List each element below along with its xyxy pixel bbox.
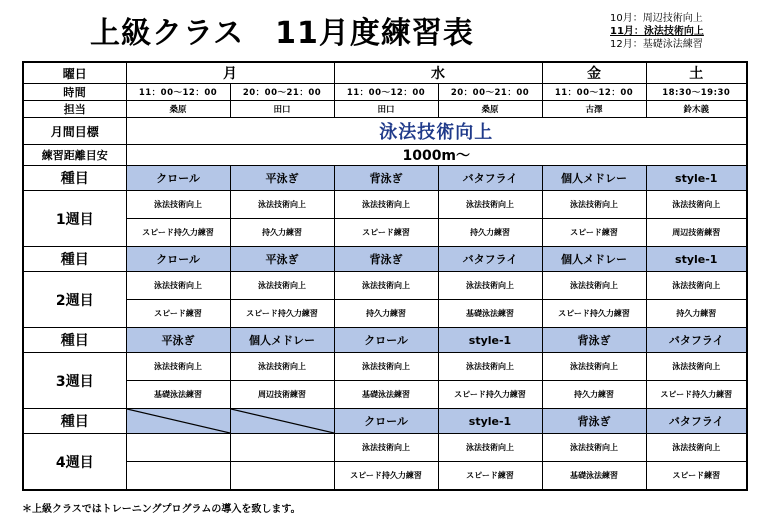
practice-cell: 泳法技術向上 — [230, 353, 334, 381]
diagonal-strike — [231, 409, 334, 433]
practice-cell: スピード持久力練習 — [334, 462, 438, 491]
practice-cell: 泳法技術向上 — [230, 191, 334, 219]
practice-cell: 基礎泳法練習 — [438, 300, 542, 328]
day-label: 曜日 — [23, 62, 126, 84]
event-cell: 個人メドレー — [542, 247, 646, 272]
event-cell: バタフライ — [438, 247, 542, 272]
day-saturday: 土 — [646, 62, 747, 84]
no-practice-cell — [230, 409, 334, 434]
practice-cell: 泳法技術向上 — [126, 191, 230, 219]
practice-cell: 泳法技術向上 — [542, 191, 646, 219]
week-label: 3週目 — [23, 353, 126, 409]
practice-cell: 泳法技術向上 — [646, 353, 747, 381]
practice-cell: スピード練習 — [646, 462, 747, 491]
event-cell: バタフライ — [646, 328, 747, 353]
event-cell: クロール — [126, 247, 230, 272]
practice-cell: 泳法技術向上 — [126, 272, 230, 300]
practice-cell: スピード持久力練習 — [230, 300, 334, 328]
practice-cell: スピード持久力練習 — [646, 381, 747, 409]
tanto-cell: 桑原 — [126, 101, 230, 118]
practice-cell: 持久力練習 — [438, 219, 542, 247]
event-cell: 平泳ぎ — [126, 328, 230, 353]
tanto-cell: 田口 — [334, 101, 438, 118]
practice-cell: 基礎泳法練習 — [334, 381, 438, 409]
footnote: ＊上級クラスではトレーニングプログラムの導入を致します。 — [22, 504, 301, 515]
practice-cell: 持久力練習 — [646, 300, 747, 328]
event-label: 種目 — [23, 409, 126, 434]
practice-cell: スピード持久力練習 — [126, 219, 230, 247]
practice-cell: 泳法技術向上 — [334, 191, 438, 219]
practice-cell — [230, 434, 334, 462]
distance-label: 練習距離目安 — [23, 145, 126, 166]
tanto-cell: 古澤 — [542, 101, 646, 118]
tanto-cell: 桑原 — [438, 101, 542, 118]
day-wednesday: 水 — [334, 62, 542, 84]
event-cell: style-1 — [438, 409, 542, 434]
time-cell: 11：00～12：00 — [334, 84, 438, 101]
time-cell: 18:30～19:30 — [646, 84, 747, 101]
practice-cell: スピード練習 — [438, 462, 542, 491]
event-cell: バタフライ — [646, 409, 747, 434]
legend-october: 10月：周辺技術向上 — [610, 13, 703, 24]
event-cell: 個人メドレー — [542, 166, 646, 191]
legend-november: 11月：泳法技術向上 — [610, 26, 704, 37]
practice-cell: 持久力練習 — [230, 219, 334, 247]
week-label: 2週目 — [23, 272, 126, 328]
event-cell: 平泳ぎ — [230, 247, 334, 272]
event-cell: 背泳ぎ — [542, 328, 646, 353]
practice-cell: 泳法技術向上 — [646, 434, 747, 462]
event-row — [23, 328, 747, 353]
event-cell: バタフライ — [438, 166, 542, 191]
event-row — [23, 409, 747, 434]
event-cell: style-1 — [438, 328, 542, 353]
page-title: 上級クラス 11月度練習表 — [90, 16, 474, 51]
practice-cell: 泳法技術向上 — [230, 272, 334, 300]
practice-cell: スピード練習 — [542, 219, 646, 247]
time-cell: 20：00～21：00 — [438, 84, 542, 101]
event-label: 種目 — [23, 247, 126, 272]
tanto-cell: 鈴木義 — [646, 101, 747, 118]
practice-cell: 泳法技術向上 — [438, 272, 542, 300]
no-practice-cell — [126, 409, 230, 434]
event-row — [23, 166, 747, 191]
tanto-label: 担当 — [23, 101, 126, 118]
time-cell: 20：00～21：00 — [230, 84, 334, 101]
practice-row — [23, 434, 747, 462]
event-cell: style-1 — [646, 166, 747, 191]
monthly-theme-legend — [610, 12, 704, 51]
day-monday: 月 — [126, 62, 334, 84]
practice-cell: 周辺技術練習 — [646, 219, 747, 247]
practice-row — [23, 272, 747, 300]
event-row — [23, 247, 747, 272]
tanto-row — [23, 101, 747, 118]
event-cell: 個人メドレー — [230, 328, 334, 353]
event-cell: クロール — [334, 409, 438, 434]
day-friday: 金 — [542, 62, 646, 84]
monthly-goal-label: 月間目標 — [23, 118, 126, 145]
practice-cell: 泳法技術向上 — [542, 272, 646, 300]
event-cell: 平泳ぎ — [230, 166, 334, 191]
time-cell: 11：00～12：00 — [542, 84, 646, 101]
legend-december: 12月：基礎泳法練習 — [610, 39, 703, 50]
tanto-cell: 田口 — [230, 101, 334, 118]
practice-cell: 泳法技術向上 — [334, 353, 438, 381]
event-cell: 背泳ぎ — [334, 247, 438, 272]
event-cell: クロール — [126, 166, 230, 191]
practice-row — [23, 300, 747, 328]
practice-cell: 基礎泳法練習 — [126, 381, 230, 409]
event-cell: style-1 — [646, 247, 747, 272]
distance-row — [23, 145, 747, 166]
practice-cell: 持久力練習 — [334, 300, 438, 328]
event-cell: 背泳ぎ — [334, 166, 438, 191]
practice-cell: 泳法技術向上 — [646, 272, 747, 300]
event-cell: クロール — [334, 328, 438, 353]
practice-cell: 泳法技術向上 — [334, 434, 438, 462]
day-row — [23, 62, 747, 84]
event-label: 種目 — [23, 166, 126, 191]
week-label: 1週目 — [23, 191, 126, 247]
practice-cell — [126, 434, 230, 462]
practice-cell: 泳法技術向上 — [646, 191, 747, 219]
practice-row — [23, 381, 747, 409]
practice-cell: 持久力練習 — [542, 381, 646, 409]
practice-cell: スピード練習 — [126, 300, 230, 328]
practice-cell — [230, 462, 334, 491]
practice-cell: 基礎泳法練習 — [542, 462, 646, 491]
practice-cell: 泳法技術向上 — [438, 434, 542, 462]
monthly-goal-row — [23, 118, 747, 145]
week-label: 4週目 — [23, 434, 126, 491]
event-cell: 背泳ぎ — [542, 409, 646, 434]
event-label: 種目 — [23, 328, 126, 353]
time-row — [23, 84, 747, 101]
practice-cell — [126, 462, 230, 491]
practice-row — [23, 191, 747, 219]
practice-cell: スピード持久力練習 — [542, 300, 646, 328]
practice-cell: 泳法技術向上 — [542, 434, 646, 462]
practice-schedule-table — [22, 61, 748, 491]
practice-row — [23, 219, 747, 247]
practice-cell: スピード持久力練習 — [438, 381, 542, 409]
monthly-goal-value: 泳法技術向上 — [126, 118, 747, 145]
practice-cell: 泳法技術向上 — [438, 353, 542, 381]
practice-cell: 泳法技術向上 — [334, 272, 438, 300]
time-label: 時間 — [23, 84, 126, 101]
practice-row — [23, 353, 747, 381]
practice-cell: 泳法技術向上 — [126, 353, 230, 381]
distance-value: 1000m～ — [126, 145, 747, 166]
practice-cell: スピード練習 — [334, 219, 438, 247]
time-cell: 11：00～12：00 — [126, 84, 230, 101]
practice-row — [23, 462, 747, 491]
diagonal-strike — [127, 409, 230, 433]
practice-cell: 泳法技術向上 — [542, 353, 646, 381]
practice-cell: 周辺技術練習 — [230, 381, 334, 409]
practice-cell: 泳法技術向上 — [438, 191, 542, 219]
